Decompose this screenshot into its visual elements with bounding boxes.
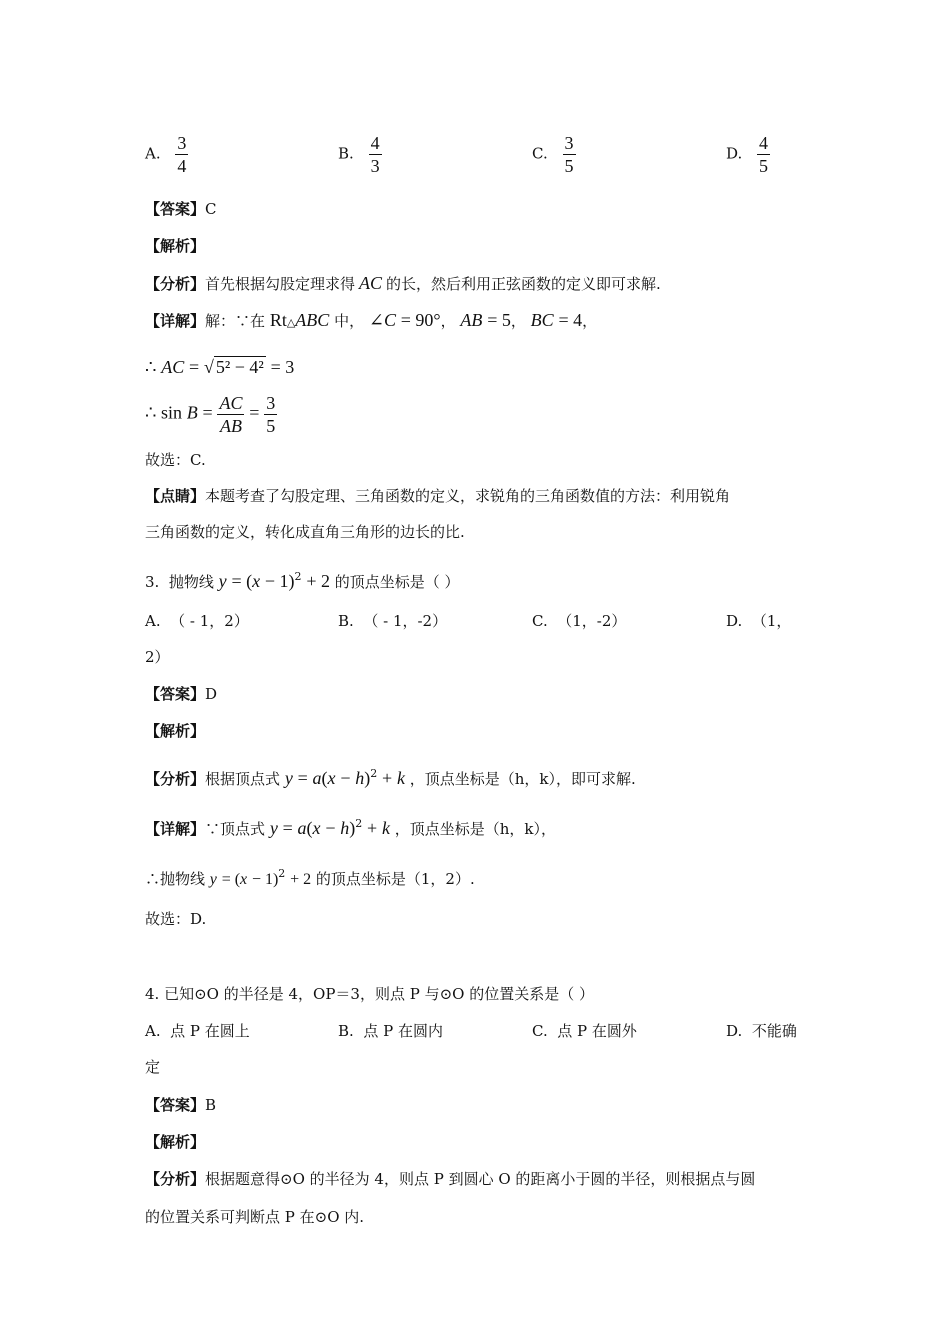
- q2-option-a: A. $\frac{3}{4}$: [145, 133, 187, 176]
- q3-analysis: 【分析】根据顶点式 $y = a(x - h)^2 + k$ ，顶点坐标是（h，k），即可求解.: [145, 767, 636, 788]
- q2-choose: 故选：C.: [145, 451, 206, 469]
- q4-analysis-1: 【分析】根据题意得⊙O 的半径为 4，则点 P 到圆心 O 的距离小于圆的半径，则根据点与圆: [145, 1170, 756, 1188]
- q2-comment-2: 三角函数的定义，转化成直角三角形的边长的比.: [145, 523, 465, 541]
- q2-detail: 【详解】解：∵在 Rt△ABC 中， ∠C = 90°， AB = 5， BC = 4，: [145, 310, 598, 330]
- q3-conclusion: ∴抛物线 $y = (x - 1)^2 + 2$ 的顶点坐标是（1，2）.: [145, 867, 475, 888]
- q4-option-d: D. 不能确: [726, 1022, 797, 1040]
- q3-option-a: A. （ - 1，2）: [145, 612, 249, 630]
- q2-step1: ∴ AC = √ 5² − 4² = 3: [145, 357, 295, 377]
- q3-option-c: C. （1，-2）: [532, 612, 627, 630]
- q3-detail: 【详解】∵顶点式 $y = a(x - h)^2 + k$ ，顶点坐标是（h，k），: [145, 817, 557, 838]
- q3-option-d: D. （1，: [726, 612, 792, 630]
- q4-stem: 4. 已知⊙O 的半径是 4，OP＝3，则点 P 与⊙O 的位置关系是（ ）: [145, 985, 594, 1003]
- q4-option-a: A. 点 P 在圆上: [145, 1022, 250, 1040]
- q4-option-c: C. 点 P 在圆外: [532, 1022, 637, 1040]
- q3-option-d-cont: 2）: [145, 648, 170, 666]
- q3-jiexi: 【解析】: [145, 722, 206, 740]
- q2-comment-1: 【点睛】本题考查了勾股定理、三角函数的定义，求锐角的三角函数值的方法：利用锐角: [145, 487, 731, 505]
- q4-option-b: B. 点 P 在圆内: [338, 1022, 443, 1040]
- q2-jiexi: 【解析】: [145, 237, 206, 255]
- q4-analysis-2: 的位置关系可判断点 P 在⊙O 内.: [145, 1208, 365, 1226]
- q3-stem: 3. 抛物线 $y = (x - 1)^2 + 2$ 的顶点坐标是（ ）: [145, 570, 460, 591]
- q3-option-b: B. （ - 1，-2）: [338, 612, 448, 630]
- q2-step2: ∴ sin B = $\frac{AC}{AB}$ = $\frac{3}{5}$: [145, 393, 276, 436]
- q4-jiexi: 【解析】: [145, 1133, 206, 1151]
- q2-option-d: D. $\frac{4}{5}$: [726, 133, 769, 176]
- q2-answer: 【答案】C: [145, 200, 217, 218]
- q2-analysis: 【分析】首先根据勾股定理求得 AC 的长，然后利用正弦函数的定义即可求解.: [145, 273, 661, 293]
- q3-choose: 故选：D.: [145, 910, 207, 928]
- q2-option-b: B. $\frac{4}{3}$: [338, 133, 380, 176]
- q4-option-d-cont: 定: [145, 1058, 161, 1076]
- q4-answer: 【答案】B: [145, 1096, 217, 1114]
- q2-option-c: C. $\frac{3}{5}$: [532, 133, 574, 176]
- q3-answer: 【答案】D: [145, 685, 218, 703]
